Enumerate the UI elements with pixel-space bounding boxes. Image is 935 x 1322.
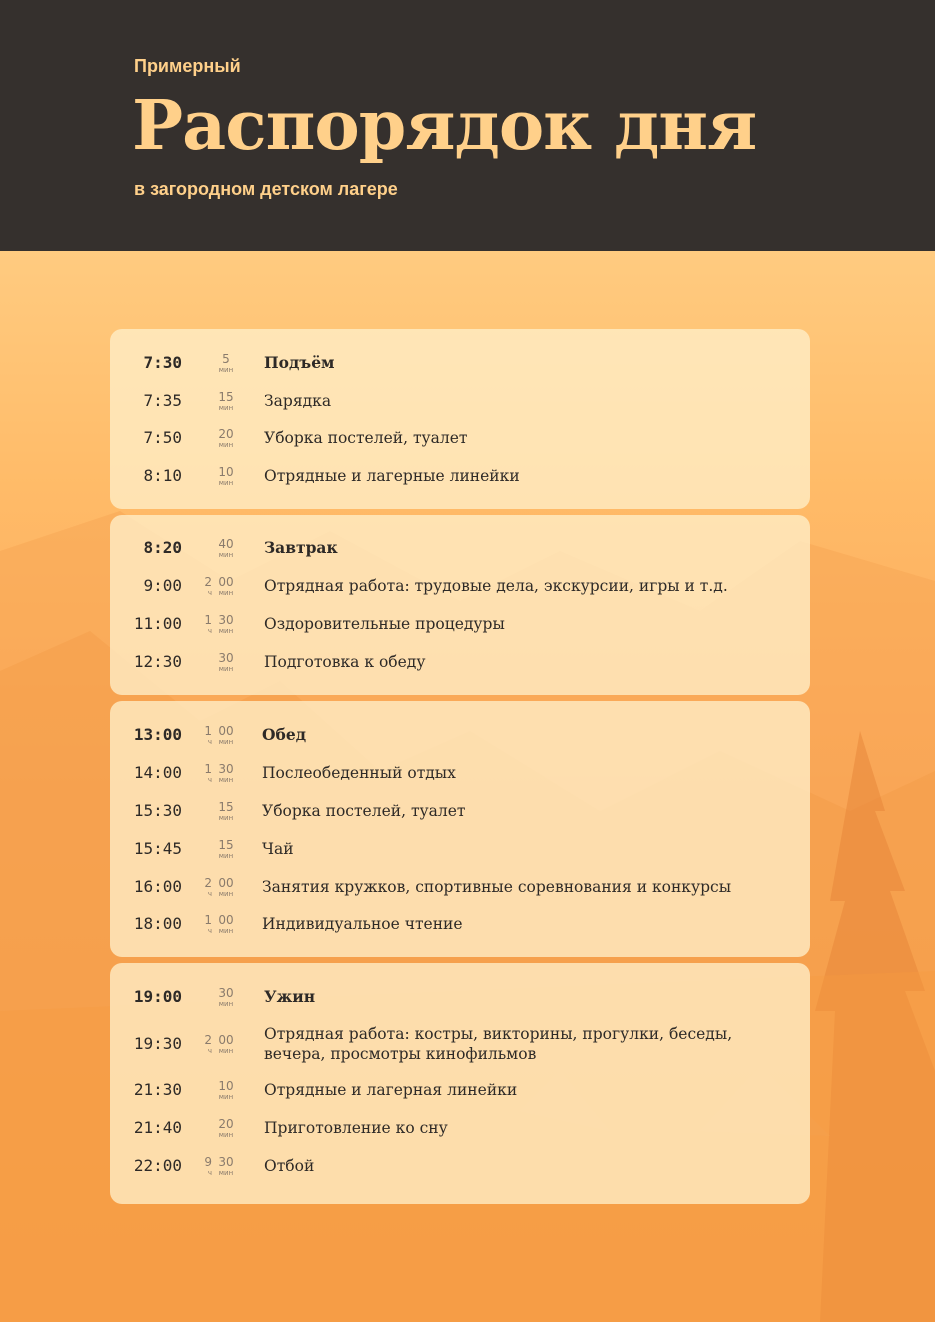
row-time: 15:45 bbox=[133, 839, 182, 858]
row-activity: Отрядная работа: костры, викторины, прогулки, беседы, вечера, просмотры кинофильмов bbox=[264, 1025, 733, 1063]
minutes-unit: мин bbox=[218, 738, 234, 746]
minutes-unit: мин bbox=[218, 814, 234, 822]
schedule-row bbox=[110, 754, 810, 792]
header bbox=[0, 0, 935, 251]
page-eyebrow: Примерный bbox=[134, 56, 241, 76]
schedule-row bbox=[110, 1071, 810, 1109]
row-activity: Зарядка bbox=[264, 392, 332, 410]
row-duration bbox=[194, 978, 238, 1016]
row-activity: Индивидуальное чтение bbox=[262, 915, 463, 933]
minutes-unit: мин bbox=[218, 1000, 234, 1008]
row-duration bbox=[194, 792, 238, 830]
row-time: 21:30 bbox=[133, 1080, 182, 1099]
duration-minutes: 15 bbox=[218, 390, 234, 404]
minutes-unit: мин bbox=[218, 852, 234, 860]
row-time: 22:00 bbox=[133, 1156, 182, 1175]
row-time: 7:50 bbox=[143, 428, 182, 447]
duration-minutes: 20 bbox=[218, 427, 234, 441]
page-subtitle: в загородном детском лагере bbox=[134, 179, 398, 199]
row-activity: Отрядные и лагерная линейки bbox=[264, 1081, 518, 1099]
row-activity: Занятия кружков, спортивные соревнования и конкурсы bbox=[262, 878, 732, 896]
hours-unit: ч bbox=[207, 776, 212, 784]
hours-unit: ч bbox=[207, 738, 212, 746]
duration-minutes: 15 bbox=[218, 800, 234, 814]
hours-unit: ч bbox=[207, 890, 212, 898]
minutes-unit: мин bbox=[218, 627, 234, 635]
row-activity: Отрядная работа: трудовые дела, экскурсии, игры и т.д. bbox=[264, 577, 728, 595]
row-duration bbox=[194, 605, 238, 643]
schedule-row bbox=[110, 1147, 810, 1185]
row-time: 16:00 bbox=[133, 877, 182, 896]
row-duration bbox=[194, 716, 238, 754]
minutes-unit: мин bbox=[218, 589, 234, 597]
row-time: 14:00 bbox=[133, 763, 182, 782]
row-duration bbox=[194, 905, 238, 943]
row-time: 8:20 bbox=[143, 538, 182, 557]
schedule-row bbox=[110, 344, 810, 382]
row-duration bbox=[194, 754, 238, 792]
minutes-unit: мин bbox=[218, 665, 234, 673]
hours-unit: ч bbox=[207, 627, 212, 635]
row-time: 7:30 bbox=[143, 353, 182, 372]
row-duration bbox=[194, 344, 238, 382]
schedule-row bbox=[110, 830, 810, 868]
duration-hours: 1 bbox=[204, 762, 212, 776]
schedule-row bbox=[110, 1109, 810, 1147]
row-activity: Отбой bbox=[264, 1157, 315, 1175]
schedule-row bbox=[110, 567, 810, 605]
minutes-unit: мин bbox=[218, 1131, 234, 1139]
hours-unit: ч bbox=[207, 1169, 212, 1177]
duration-minutes: 15 bbox=[218, 838, 234, 852]
row-activity: Ужин bbox=[264, 987, 316, 1006]
hours-unit: ч bbox=[207, 1047, 212, 1055]
duration-minutes: 40 bbox=[218, 537, 234, 551]
row-time: 12:30 bbox=[133, 652, 182, 671]
row-duration bbox=[194, 1071, 238, 1109]
minutes-unit: мин bbox=[218, 1047, 234, 1055]
row-activity: Уборка постелей, туалет bbox=[262, 802, 466, 820]
minutes-unit: мин bbox=[218, 404, 234, 412]
row-duration bbox=[194, 1025, 238, 1063]
row-time: 21:40 bbox=[133, 1118, 182, 1137]
row-duration bbox=[194, 868, 238, 906]
row-activity: Завтрак bbox=[264, 538, 338, 557]
duration-hours: 1 bbox=[204, 724, 212, 738]
row-duration bbox=[194, 1109, 238, 1147]
duration-minutes: 00 bbox=[218, 1033, 234, 1047]
row-duration bbox=[194, 382, 238, 420]
schedule-row bbox=[110, 1025, 810, 1063]
minutes-unit: мин bbox=[218, 366, 234, 374]
row-duration bbox=[194, 457, 238, 495]
row-activity: Послеобеденный отдых bbox=[262, 764, 456, 782]
row-time: 7:35 bbox=[143, 391, 182, 410]
duration-minutes: 10 bbox=[218, 465, 234, 479]
duration-minutes: 30 bbox=[218, 613, 234, 627]
duration-minutes: 20 bbox=[218, 1117, 234, 1131]
schedule-row bbox=[110, 529, 810, 567]
row-time: 9:00 bbox=[143, 576, 182, 595]
schedule-row bbox=[110, 716, 810, 754]
duration-hours: 2 bbox=[204, 876, 212, 890]
row-activity: Отрядные и лагерные линейки bbox=[264, 467, 520, 485]
duration-hours: 1 bbox=[204, 913, 212, 927]
row-time: 15:30 bbox=[133, 801, 182, 820]
schedule-row bbox=[110, 905, 810, 943]
minutes-unit: мин bbox=[218, 1093, 234, 1101]
row-activity: Обед bbox=[262, 725, 307, 744]
row-activity: Чай bbox=[262, 840, 294, 858]
duration-minutes: 30 bbox=[218, 986, 234, 1000]
duration-minutes: 00 bbox=[218, 575, 234, 589]
duration-hours: 2 bbox=[204, 1033, 212, 1047]
schedule-block-late-morning bbox=[110, 515, 810, 695]
duration-hours: 2 bbox=[204, 575, 212, 589]
row-duration bbox=[194, 1147, 238, 1185]
row-duration bbox=[194, 419, 238, 457]
duration-minutes: 30 bbox=[218, 762, 234, 776]
schedule-block-morning bbox=[110, 329, 810, 509]
duration-hours: 9 bbox=[204, 1155, 212, 1169]
page-title: Распорядок дня bbox=[132, 86, 757, 166]
row-activity: Оздоровительные процедуры bbox=[264, 615, 505, 633]
minutes-unit: мин bbox=[218, 776, 234, 784]
duration-minutes: 30 bbox=[218, 651, 234, 665]
row-activity: Уборка постелей, туалет bbox=[264, 429, 468, 447]
minutes-unit: мин bbox=[218, 551, 234, 559]
minutes-unit: мин bbox=[218, 1169, 234, 1177]
schedule-row bbox=[110, 868, 810, 906]
hours-unit: ч bbox=[207, 927, 212, 935]
duration-minutes: 10 bbox=[218, 1079, 234, 1093]
schedule-block-evening bbox=[110, 963, 810, 1204]
schedule-row bbox=[110, 643, 810, 681]
row-time: 13:00 bbox=[133, 725, 182, 744]
duration-minutes: 00 bbox=[218, 876, 234, 890]
schedule-row bbox=[110, 792, 810, 830]
hours-unit: ч bbox=[207, 589, 212, 597]
duration-minutes: 30 bbox=[218, 1155, 234, 1169]
duration-minutes: 00 bbox=[218, 724, 234, 738]
row-time: 19:00 bbox=[133, 987, 182, 1006]
duration-minutes: 5 bbox=[222, 352, 230, 366]
row-duration bbox=[194, 643, 238, 681]
minutes-unit: мин bbox=[218, 441, 234, 449]
minutes-unit: мин bbox=[218, 927, 234, 935]
row-activity: Подъём bbox=[264, 353, 335, 372]
row-time: 18:00 bbox=[133, 914, 182, 933]
row-activity: Подготовка к обеду bbox=[264, 653, 426, 671]
duration-hours: 1 bbox=[204, 613, 212, 627]
schedule-row bbox=[110, 605, 810, 643]
schedule-row bbox=[110, 382, 810, 420]
row-duration bbox=[194, 830, 238, 868]
minutes-unit: мин bbox=[218, 890, 234, 898]
schedule-block-afternoon bbox=[110, 701, 810, 957]
schedule-row bbox=[110, 978, 810, 1016]
row-activity: Приготовление ко сну bbox=[264, 1119, 448, 1137]
row-time: 8:10 bbox=[143, 466, 182, 485]
schedule-row bbox=[110, 457, 810, 495]
schedule-row bbox=[110, 419, 810, 457]
row-time: 11:00 bbox=[133, 614, 182, 633]
duration-minutes: 00 bbox=[218, 913, 234, 927]
row-duration bbox=[194, 567, 238, 605]
minutes-unit: мин bbox=[218, 479, 234, 487]
row-time: 19:30 bbox=[133, 1034, 182, 1053]
row-duration bbox=[194, 529, 238, 567]
